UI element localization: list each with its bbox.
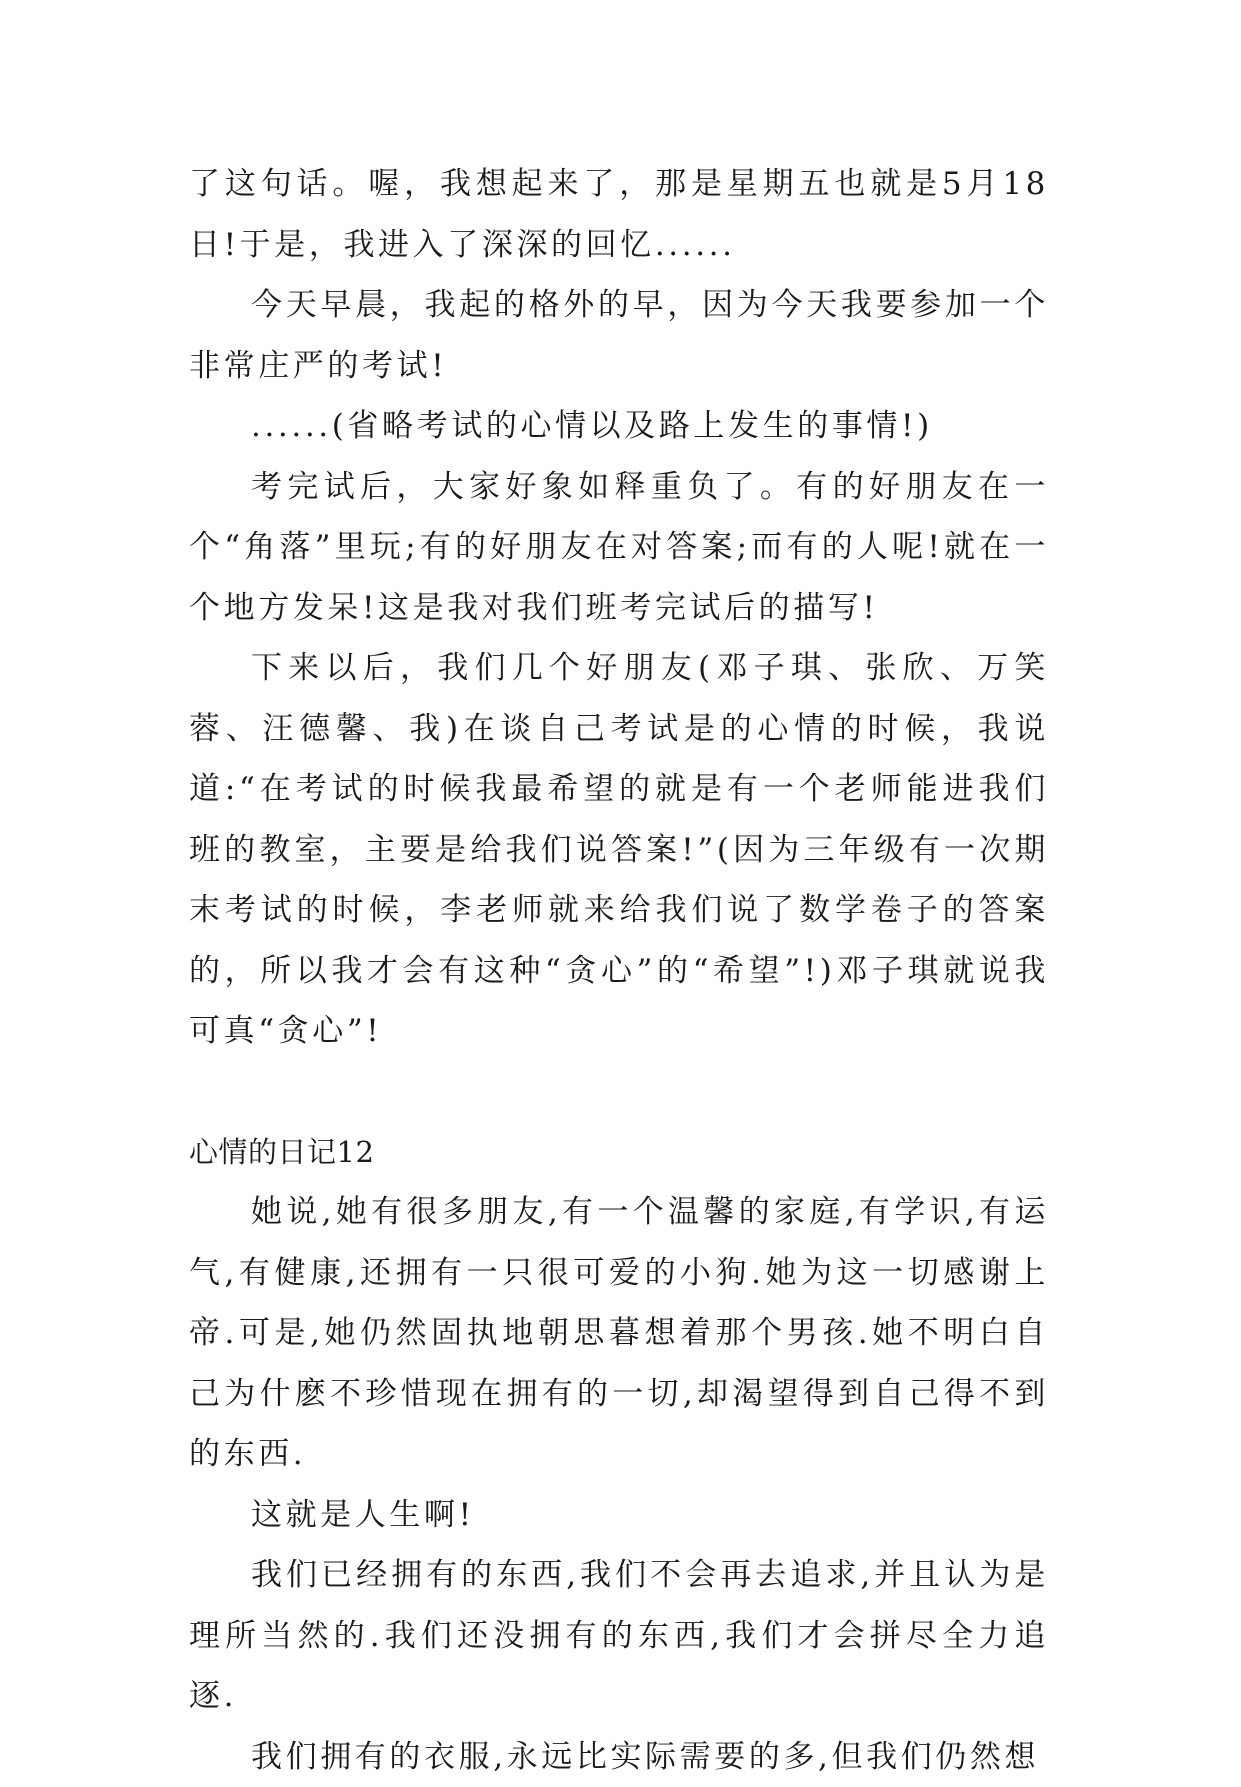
paragraph-continuation: 了这句话。喔，我想起来了，那是星期五也就是5月18日!于是，我进入了深深的回忆...... <box>189 154 1049 275</box>
paragraph-friends: 下来以后，我们几个好朋友(邓子琪、张欣、万笑蓉、汪德馨、我)在谈自己考试是的心情的时候，我说道:“在考试的时候我最希望的就是有一个老师能进我们班的教室，主要是给我们说答案!”(因为三年级有一次期末考试的时候，李老师就来给我们说了数学卷子的答案的，所以我才会有这种“贪心”的“希望”!)邓子琪就说我可真“贪心”! <box>189 638 1049 1062</box>
paragraph-morning: 今天早晨，我起的格外的早，因为今天我要参加一个非常庄严的考试! <box>189 275 1049 396</box>
paragraph-omitted: ......(省略考试的心情以及路上发生的事情!) <box>189 396 1049 457</box>
paragraph-life: 这就是人生啊! <box>189 1485 1049 1546</box>
paragraph-after-exam: 考完试后，大家好象如释重负了。有的好朋友在一个“角落”里玩;有的好朋友在对答案;而有的人呢!就在一个地方发呆!这是我对我们班考完试后的描写! <box>189 457 1049 639</box>
paragraph-clothes: 我们拥有的衣服,永远比实际需要的多,但我们仍然想 <box>189 1727 1049 1787</box>
section-title: 心情的日记12 <box>189 1122 1049 1183</box>
paragraph-possessions: 我们已经拥有的东西,我们不会再去追求,并且认为是理所当然的.我们还没拥有的东西,我们才会拼尽全力追逐. <box>189 1545 1049 1727</box>
paragraph-she-said: 她说,她有很多朋友,有一个温馨的家庭,有学识,有运气,有健康,还拥有一只很可爱的小狗.她为这一切感谢上帝.可是,她仍然固执地朝思暮想着那个男孩.她不明白自己为什麽不珍惜现在拥有的一切,却渴望得到自己得不到的东西. <box>189 1182 1049 1485</box>
document-page <box>189 154 1049 1787</box>
section-spacer <box>189 1062 1049 1122</box>
